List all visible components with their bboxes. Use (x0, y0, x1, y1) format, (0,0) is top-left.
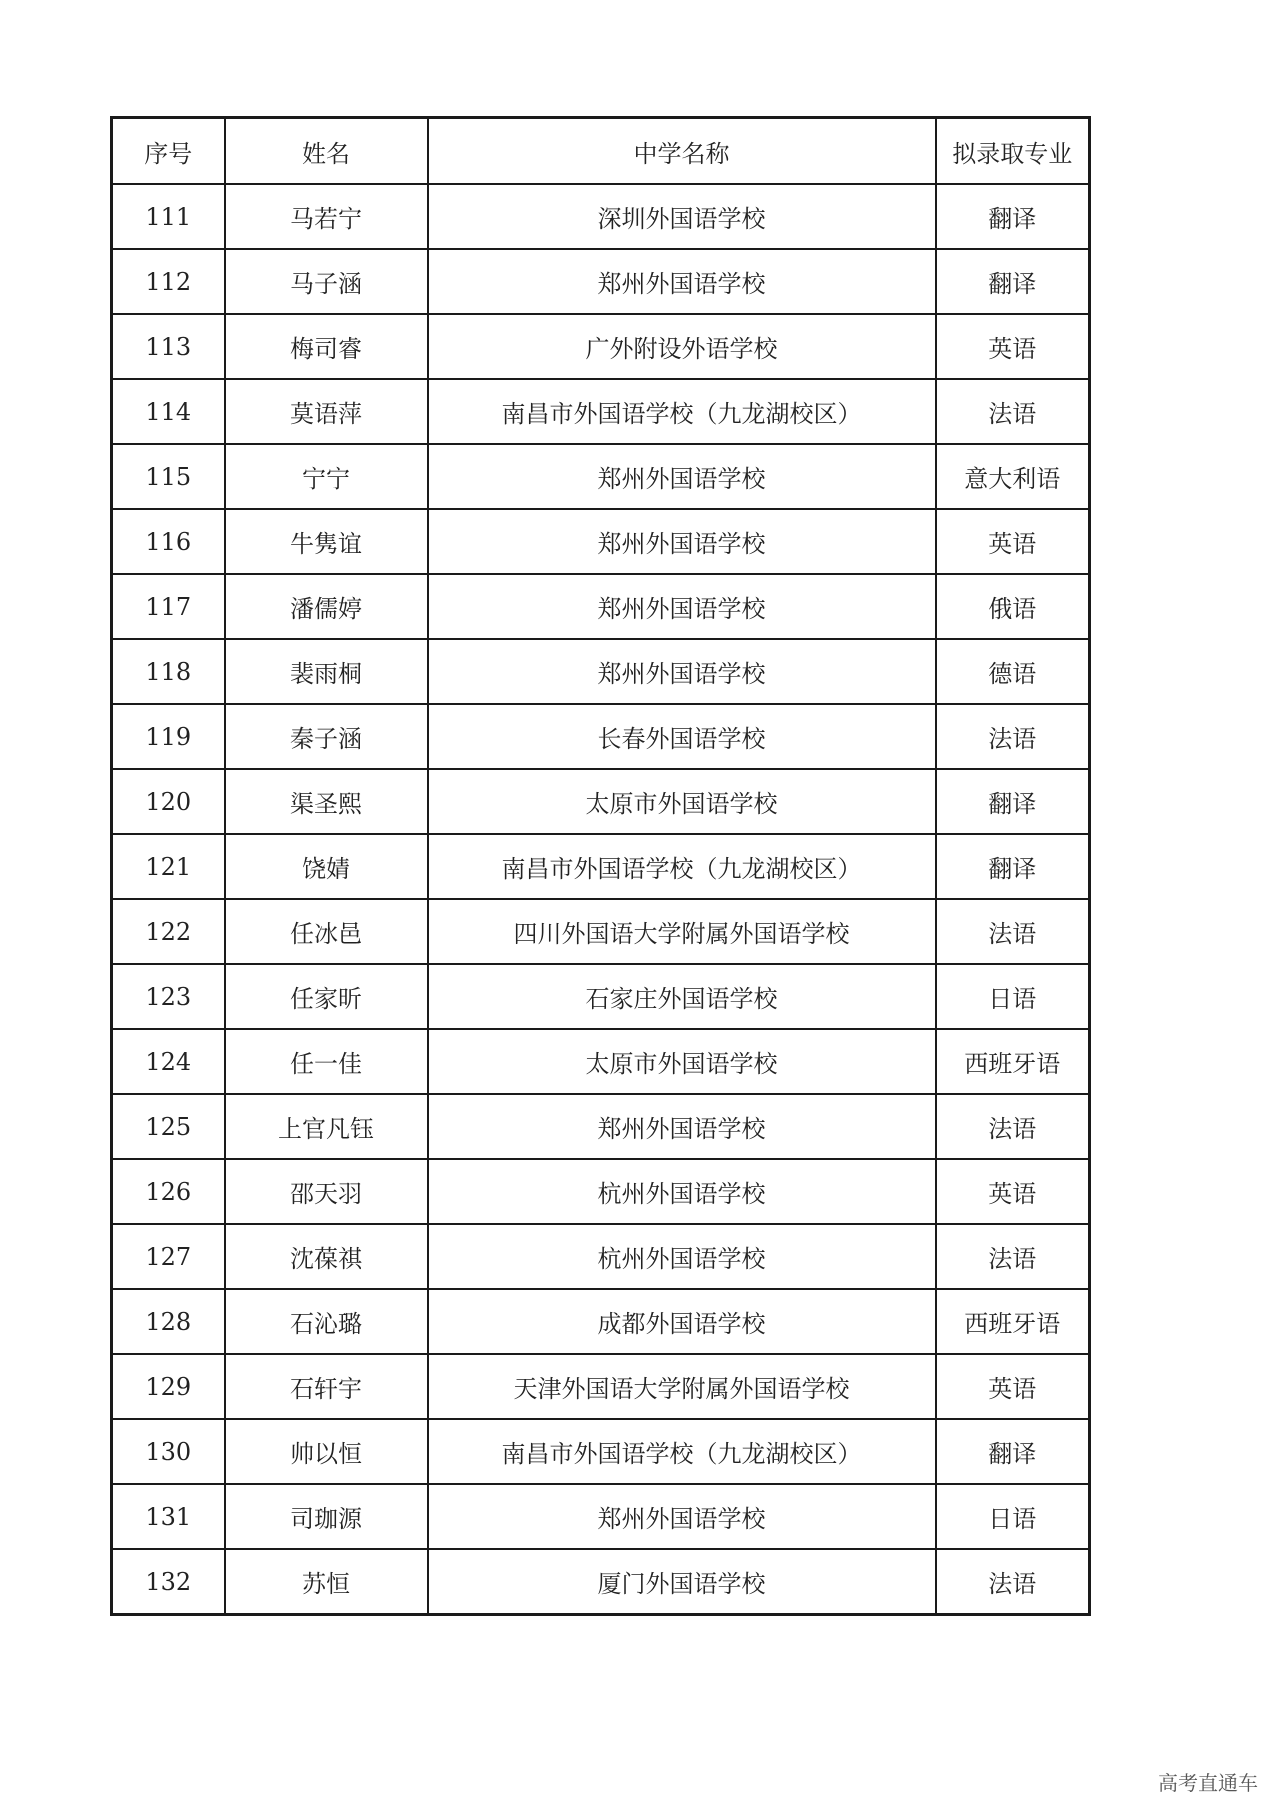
cell-serial-number: 128 (112, 1289, 225, 1354)
cell-name: 潘儒婷 (225, 574, 428, 639)
cell-serial-number: 118 (112, 639, 225, 704)
table-row (112, 1549, 1090, 1615)
cell-serial-number: 131 (112, 1484, 225, 1549)
cell-admitted-major: 日语 (936, 964, 1090, 1029)
cell-school-name: 广外附设外语学校 (428, 314, 936, 379)
cell-school-name: 天津外国语大学附属外国语学校 (428, 1354, 936, 1419)
cell-name: 石轩宇 (225, 1354, 428, 1419)
table-row (112, 184, 1090, 249)
cell-school-name: 南昌市外国语学校（九龙湖校区） (428, 1419, 936, 1484)
cell-name: 任一佳 (225, 1029, 428, 1094)
table-row (112, 1094, 1090, 1159)
cell-school-name: 太原市外国语学校 (428, 769, 936, 834)
cell-name: 马若宁 (225, 184, 428, 249)
cell-serial-number: 112 (112, 249, 225, 314)
table-row (112, 249, 1090, 314)
header-name: 姓名 (225, 118, 428, 185)
cell-admitted-major: 翻译 (936, 1419, 1090, 1484)
table-row (112, 444, 1090, 509)
cell-admitted-major: 英语 (936, 1159, 1090, 1224)
cell-serial-number: 126 (112, 1159, 225, 1224)
table-row (112, 704, 1090, 769)
cell-serial-number: 127 (112, 1224, 225, 1289)
cell-name: 帅以恒 (225, 1419, 428, 1484)
cell-school-name: 四川外国语大学附属外国语学校 (428, 899, 936, 964)
cell-serial-number: 132 (112, 1549, 225, 1615)
cell-name: 沈葆祺 (225, 1224, 428, 1289)
table-row (112, 314, 1090, 379)
admission-table (110, 116, 1091, 1616)
cell-school-name: 杭州外国语学校 (428, 1224, 936, 1289)
cell-name: 饶婧 (225, 834, 428, 899)
cell-serial-number: 117 (112, 574, 225, 639)
cell-school-name: 厦门外国语学校 (428, 1549, 936, 1615)
cell-name: 任家昕 (225, 964, 428, 1029)
table-row (112, 899, 1090, 964)
table-row (112, 964, 1090, 1029)
cell-admitted-major: 西班牙语 (936, 1029, 1090, 1094)
cell-school-name: 太原市外国语学校 (428, 1029, 936, 1094)
cell-admitted-major: 法语 (936, 899, 1090, 964)
cell-admitted-major: 翻译 (936, 834, 1090, 899)
cell-admitted-major: 日语 (936, 1484, 1090, 1549)
cell-admitted-major: 法语 (936, 379, 1090, 444)
cell-name: 苏恒 (225, 1549, 428, 1615)
cell-admitted-major: 翻译 (936, 769, 1090, 834)
cell-serial-number: 124 (112, 1029, 225, 1094)
cell-name: 邵天羽 (225, 1159, 428, 1224)
cell-serial-number: 125 (112, 1094, 225, 1159)
cell-serial-number: 116 (112, 509, 225, 574)
cell-admitted-major: 法语 (936, 1094, 1090, 1159)
cell-name: 马子涵 (225, 249, 428, 314)
table-row (112, 769, 1090, 834)
cell-serial-number: 120 (112, 769, 225, 834)
cell-school-name: 郑州外国语学校 (428, 639, 936, 704)
cell-name: 任冰邑 (225, 899, 428, 964)
cell-serial-number: 122 (112, 899, 225, 964)
cell-admitted-major: 英语 (936, 509, 1090, 574)
cell-admitted-major: 翻译 (936, 184, 1090, 249)
cell-school-name: 郑州外国语学校 (428, 444, 936, 509)
cell-admitted-major: 德语 (936, 639, 1090, 704)
cell-serial-number: 123 (112, 964, 225, 1029)
cell-serial-number: 115 (112, 444, 225, 509)
cell-admitted-major: 法语 (936, 1224, 1090, 1289)
table-row (112, 1354, 1090, 1419)
table-row (112, 639, 1090, 704)
cell-name: 司珈源 (225, 1484, 428, 1549)
table-row (112, 1289, 1090, 1354)
table-row (112, 1419, 1090, 1484)
cell-admitted-major: 西班牙语 (936, 1289, 1090, 1354)
cell-name: 牛隽谊 (225, 509, 428, 574)
table-header-row (112, 118, 1090, 185)
cell-name: 宁宁 (225, 444, 428, 509)
cell-school-name: 郑州外国语学校 (428, 249, 936, 314)
table-row (112, 1224, 1090, 1289)
header-school-name: 中学名称 (428, 118, 936, 185)
watermark-text: 高考直通车 (1158, 1771, 1258, 1795)
cell-school-name: 深圳外国语学校 (428, 184, 936, 249)
cell-school-name: 郑州外国语学校 (428, 1094, 936, 1159)
table-row (112, 509, 1090, 574)
cell-name: 梅司睿 (225, 314, 428, 379)
cell-admitted-major: 英语 (936, 314, 1090, 379)
cell-serial-number: 130 (112, 1419, 225, 1484)
table-row (112, 1484, 1090, 1549)
cell-admitted-major: 法语 (936, 704, 1090, 769)
cell-school-name: 郑州外国语学校 (428, 574, 936, 639)
cell-serial-number: 129 (112, 1354, 225, 1419)
header-admitted-major: 拟录取专业 (936, 118, 1090, 185)
cell-school-name: 郑州外国语学校 (428, 509, 936, 574)
table-row (112, 1159, 1090, 1224)
cell-serial-number: 114 (112, 379, 225, 444)
table-row (112, 834, 1090, 899)
cell-serial-number: 119 (112, 704, 225, 769)
cell-name: 石沁璐 (225, 1289, 428, 1354)
cell-admitted-major: 翻译 (936, 249, 1090, 314)
cell-serial-number: 113 (112, 314, 225, 379)
table-body (112, 184, 1090, 1615)
table-row (112, 379, 1090, 444)
cell-admitted-major: 法语 (936, 1549, 1090, 1615)
cell-name: 上官凡钰 (225, 1094, 428, 1159)
cell-name: 渠圣熙 (225, 769, 428, 834)
table-row (112, 1029, 1090, 1094)
cell-school-name: 南昌市外国语学校（九龙湖校区） (428, 379, 936, 444)
cell-school-name: 成都外国语学校 (428, 1289, 936, 1354)
header-serial-number: 序号 (112, 118, 225, 185)
cell-name: 裴雨桐 (225, 639, 428, 704)
cell-admitted-major: 英语 (936, 1354, 1090, 1419)
table-row (112, 574, 1090, 639)
cell-school-name: 南昌市外国语学校（九龙湖校区） (428, 834, 936, 899)
cell-name: 秦子涵 (225, 704, 428, 769)
cell-serial-number: 121 (112, 834, 225, 899)
cell-admitted-major: 俄语 (936, 574, 1090, 639)
cell-school-name: 石家庄外国语学校 (428, 964, 936, 1029)
cell-serial-number: 111 (112, 184, 225, 249)
cell-school-name: 杭州外国语学校 (428, 1159, 936, 1224)
cell-name: 莫语萍 (225, 379, 428, 444)
cell-school-name: 郑州外国语学校 (428, 1484, 936, 1549)
cell-admitted-major: 意大利语 (936, 444, 1090, 509)
cell-school-name: 长春外国语学校 (428, 704, 936, 769)
